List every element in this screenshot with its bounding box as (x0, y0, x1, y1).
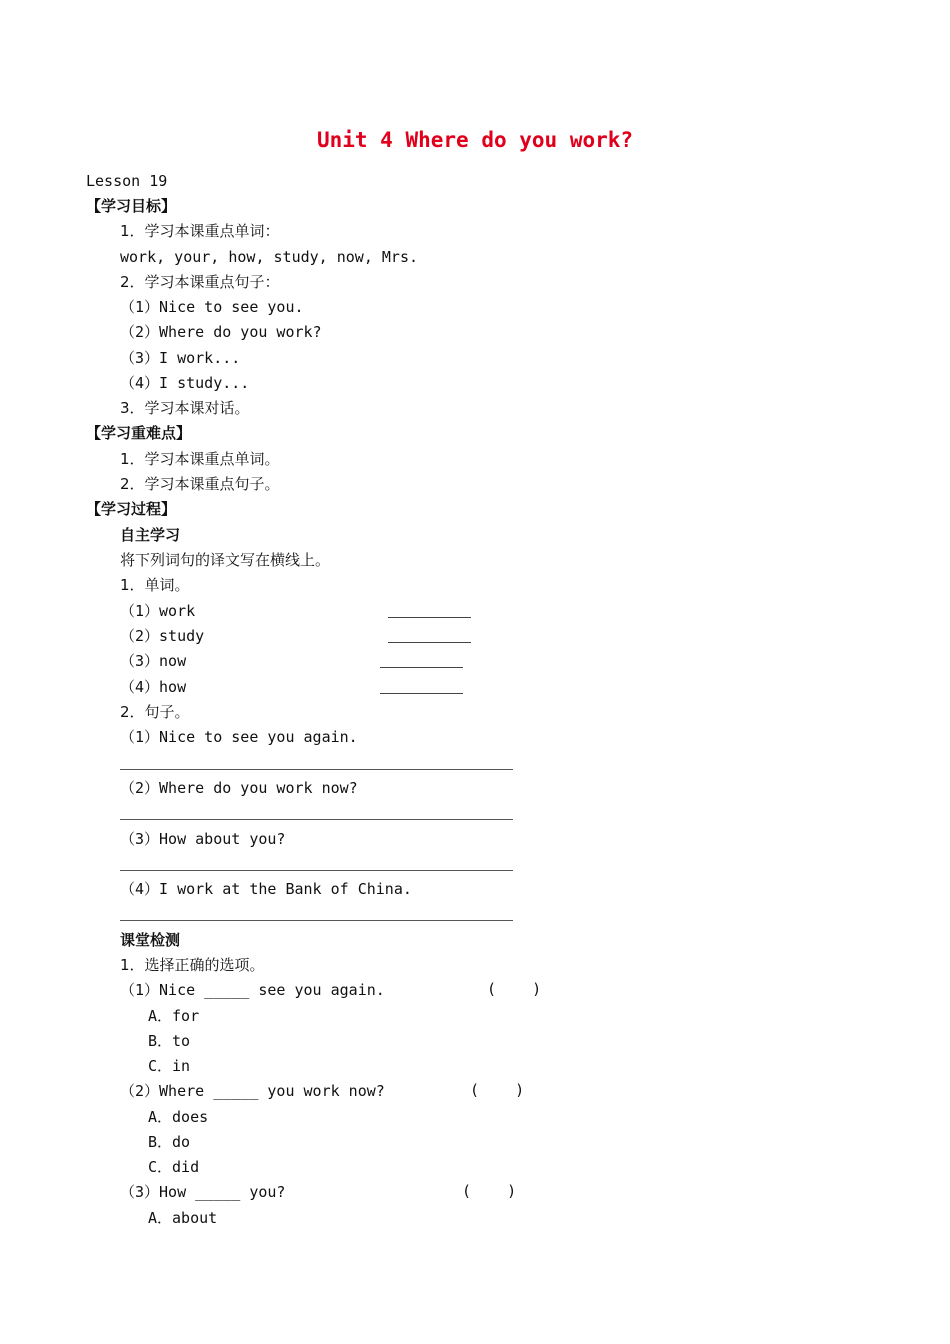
question-text: （1）Nice _____ see you again. (120, 981, 385, 999)
answer-parentheses[interactable]: ( ) (462, 1182, 517, 1200)
objective-words: work, your, how, study, now, Mrs. (120, 248, 419, 266)
objective-sentence: （1）Nice to see you. (120, 298, 304, 316)
key-points-heading: 【学习重难点】 (86, 424, 192, 442)
process-heading: 【学习过程】 (86, 500, 177, 518)
sentence-item: （2）Where do you work now? (120, 779, 358, 797)
key-point-item-1: 1．学习本课重点单词。 (120, 450, 280, 468)
objective-sentence: （2）Where do you work? (120, 323, 322, 341)
question-text: （3）How _____ you? (120, 1183, 286, 1201)
self-study-heading: 自主学习 (120, 526, 181, 544)
question-text: （2）Where _____ you work now? (120, 1082, 385, 1100)
option-c: C．did (148, 1158, 200, 1176)
answer-parentheses[interactable]: ( ) (487, 980, 542, 998)
answer-line[interactable] (120, 769, 513, 770)
objective-item-2: 2．学习本课重点句子： (120, 273, 280, 291)
lesson-label: Lesson 19 (86, 172, 168, 190)
unit-title: Unit 4 Where do you work? (316, 128, 634, 152)
objective-item-3: 3．学习本课对话。 (120, 399, 250, 417)
option-b: B．do (148, 1133, 191, 1151)
objective-sentence: （3）I work... (120, 349, 241, 367)
option-b: B．to (148, 1032, 191, 1050)
key-point-item-2: 2．学习本课重点句子。 (120, 475, 280, 493)
answer-line[interactable] (120, 870, 513, 871)
word-item: （1）work (120, 602, 196, 620)
word-item: （4）how (120, 678, 187, 696)
answer-line[interactable] (120, 819, 513, 820)
class-test-heading: 课堂检测 (120, 931, 181, 949)
sentences-heading: 2．句子。 (120, 703, 190, 721)
objectives-heading: 【学习目标】 (86, 197, 177, 215)
option-a: A．for (148, 1007, 200, 1025)
option-c: C．in (148, 1057, 191, 1075)
sentence-item: （4）I work at the Bank of China. (120, 880, 412, 898)
words-heading: 1．单词。 (120, 576, 190, 594)
answer-parentheses[interactable]: ( ) (470, 1081, 525, 1099)
sentence-item: （3）How about you? (120, 830, 286, 848)
option-a: A．does (148, 1108, 209, 1126)
objective-sentence: （4）I study... (120, 374, 250, 392)
answer-blank[interactable] (380, 693, 463, 694)
word-item: （2）study (120, 627, 205, 645)
answer-blank[interactable] (380, 667, 463, 668)
answer-blank[interactable] (388, 617, 471, 618)
sentence-item: （1）Nice to see you again. (120, 728, 358, 746)
answer-line[interactable] (120, 920, 513, 921)
answer-blank[interactable] (388, 642, 471, 643)
class-test-instruction: 1．选择正确的选项。 (120, 956, 265, 974)
process-instruction: 将下列词句的译文写在横线上。 (120, 551, 331, 569)
option-a: A．about (148, 1209, 218, 1227)
objective-item-1: 1．学习本课重点单词： (120, 222, 280, 240)
word-item: （3）now (120, 652, 187, 670)
